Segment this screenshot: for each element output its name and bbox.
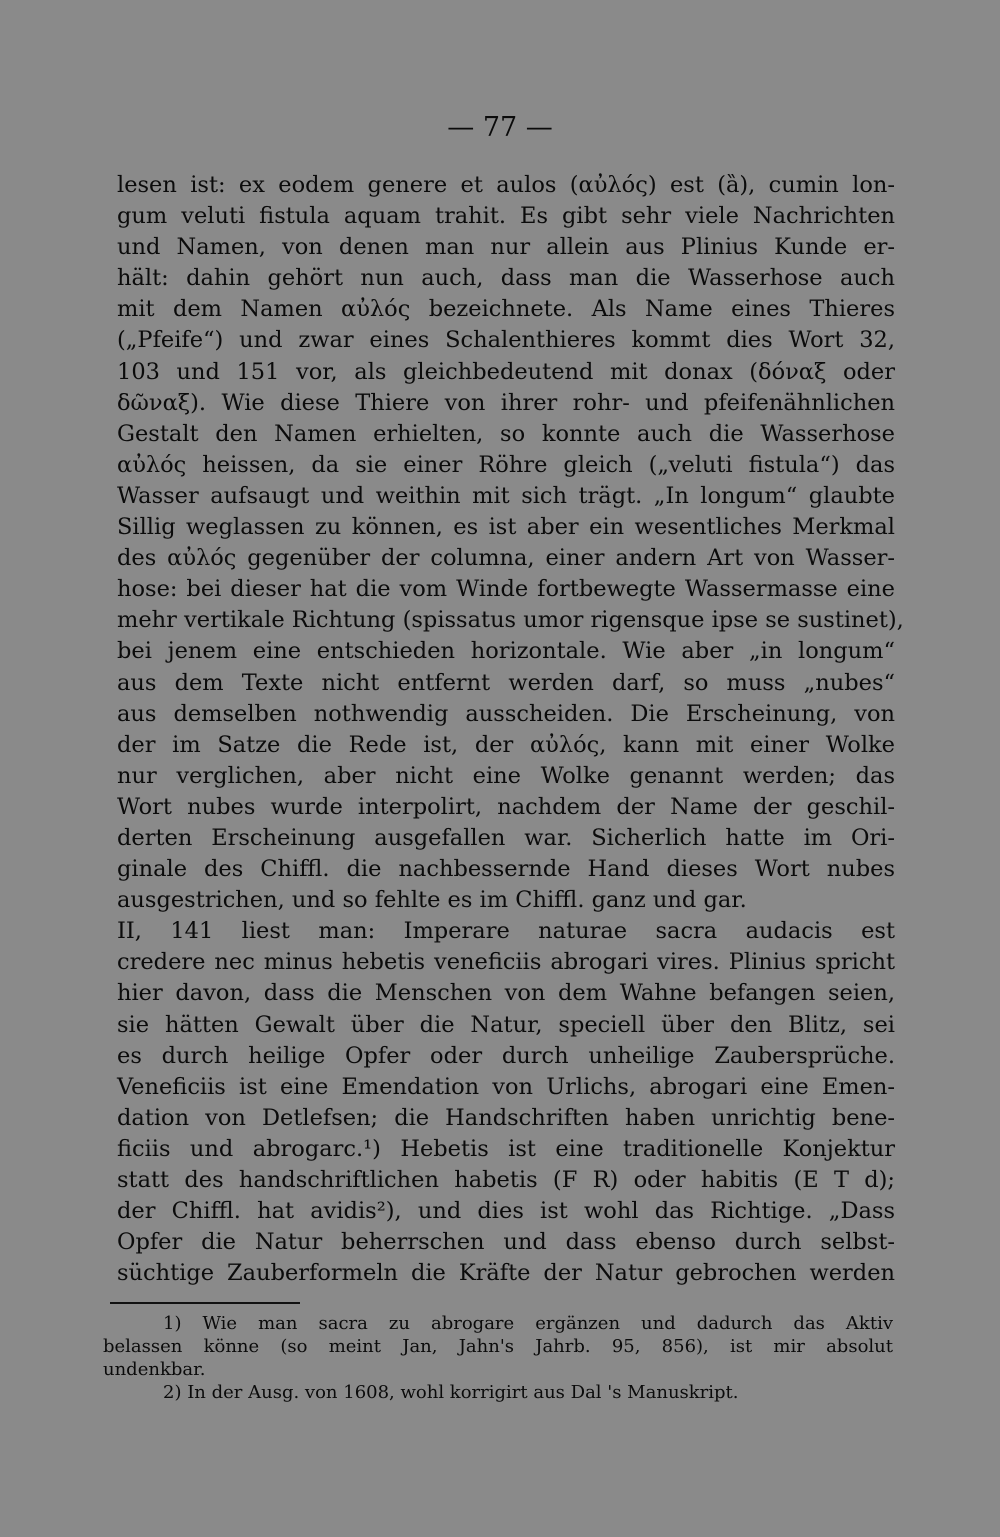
text-line: II, 141 liest man: Imperare naturae sacra audacis est [117,918,895,945]
text-line: derten Erscheinung ausgefallen war. Sicherlich hatte im Ori- [117,824,895,851]
text-line: ginale des Chiffl. die nachbessernde Hand dieses Wort nubes [117,856,895,883]
text-line: der Chiffl. hat avidis²), und dies ist wohl das Richtige. „Dass [117,1198,895,1225]
text-line: mit dem Namen αὐλός bezeichnete. Als Name eines Thieres [117,296,895,323]
text-line: des αὐλός gegenüber der columna, einer andern Art von Wasser- [117,545,895,572]
text-line: der im Satze die Rede ist, der αὐλός, kann mit einer Wolke [117,731,895,758]
footnote-line: undenkbar. [103,1359,206,1380]
text-line: aus demselben nothwendig ausscheiden. Die Erscheinung, von [117,700,895,727]
text-line: mehr vertikale Richtung (spissatus umor rigensque ipse se sustinet), [117,607,904,634]
text-line: Gestalt den Namen erhielten, so konnte auch die Wasserhose [117,420,895,447]
text-line: gum veluti fistula aquam trahit. Es gibt sehr viele Nachrichten [117,203,895,230]
footnote-line: 2) In der Ausg. von 1608, wohl korrigirt aus Dal 's Manuskript. [163,1382,739,1403]
text-line: credere nec minus hebetis veneficiis abrogari vires. Plinius spricht [117,949,895,976]
footnote-line: belassen könne (so meint Jan, Jahn's Jahrb. 95, 856), ist mir absolut [103,1336,893,1357]
text-line: Sillig weglassen zu können, es ist aber ein wesentliches Merkmal [117,514,895,541]
text-line: es durch heilige Opfer oder durch unheilige Zaubersprüche. [117,1042,895,1069]
text-line: bei jenem eine entschieden horizontale. Wie aber „in longum“ [117,638,895,665]
text-line: aus dem Texte nicht entfernt werden darf, so muss „nubes“ [117,669,895,696]
body-text [117,170,904,1289]
text-line: Wort nubes wurde interpolirt, nachdem der Name der geschil- [117,793,895,820]
text-line: nur verglichen, aber nicht eine Wolke genannt werden; das [117,762,895,789]
text-line: Wasser aufsaugt und weithin mit sich trägt. „In longum“ glaubte [117,482,895,509]
text-line: ausgestrichen, und so fehlte es im Chiffl. ganz und gar. [117,887,747,914]
text-line: süchtige Zauberformeln die Kräfte der Natur gebrochen werden [117,1260,895,1287]
footnote-divider [110,1302,300,1304]
text-line: statt des handschriftlichen habetis (F R) oder habitis (E T d); [117,1167,895,1193]
text-line: δῶναξ). Wie diese Thiere von ihrer rohr- und pfeifenähnlichen [117,389,895,416]
text-line: dation von Detlefsen; die Handschriften haben unrichtig bene- [117,1104,895,1131]
footnotes [103,1312,893,1404]
page-number: — 77 — [447,112,553,143]
text-line: lesen ist: ex eodem genere et aulos (αὐλός) est (ȁ), cumin lon- [117,172,895,198]
text-line: sie hätten Gewalt über die Natur, speciell über den Blitz, sei [117,1011,895,1038]
text-line: 103 und 151 vor, als gleichbedeutend mit donax (δόναξ oder [117,358,895,385]
text-line: und Namen, von denen man nur allein aus Plinius Kunde er- [117,234,895,261]
text-line: αὐλός heissen, da sie einer Röhre gleich („veluti fistula“) das [117,451,895,478]
text-line: hält: dahin gehört nun auch, dass man die Wasserhose auch [117,265,895,292]
text-line: hier davon, dass die Menschen von dem Wahne befangen seien, [117,980,895,1007]
text-line: Opfer die Natur beherrschen und dass ebenso durch selbst- [117,1229,895,1256]
text-line: hose: bei dieser hat die vom Winde fortbewegte Wassermasse eine [117,576,895,603]
text-line: ficiis und abrogarc.¹) Hebetis ist eine traditionelle Konjektur [117,1135,895,1162]
footnote-line: 1) Wie man sacra zu abrogare ergänzen und dadurch das Aktiv [163,1313,893,1334]
text-line: („Pfeife“) und zwar eines Schalenthieres kommt dies Wort 32, [117,327,895,354]
text-line: Veneficiis ist eine Emendation von Urlichs, abrogari eine Emen- [117,1073,895,1100]
